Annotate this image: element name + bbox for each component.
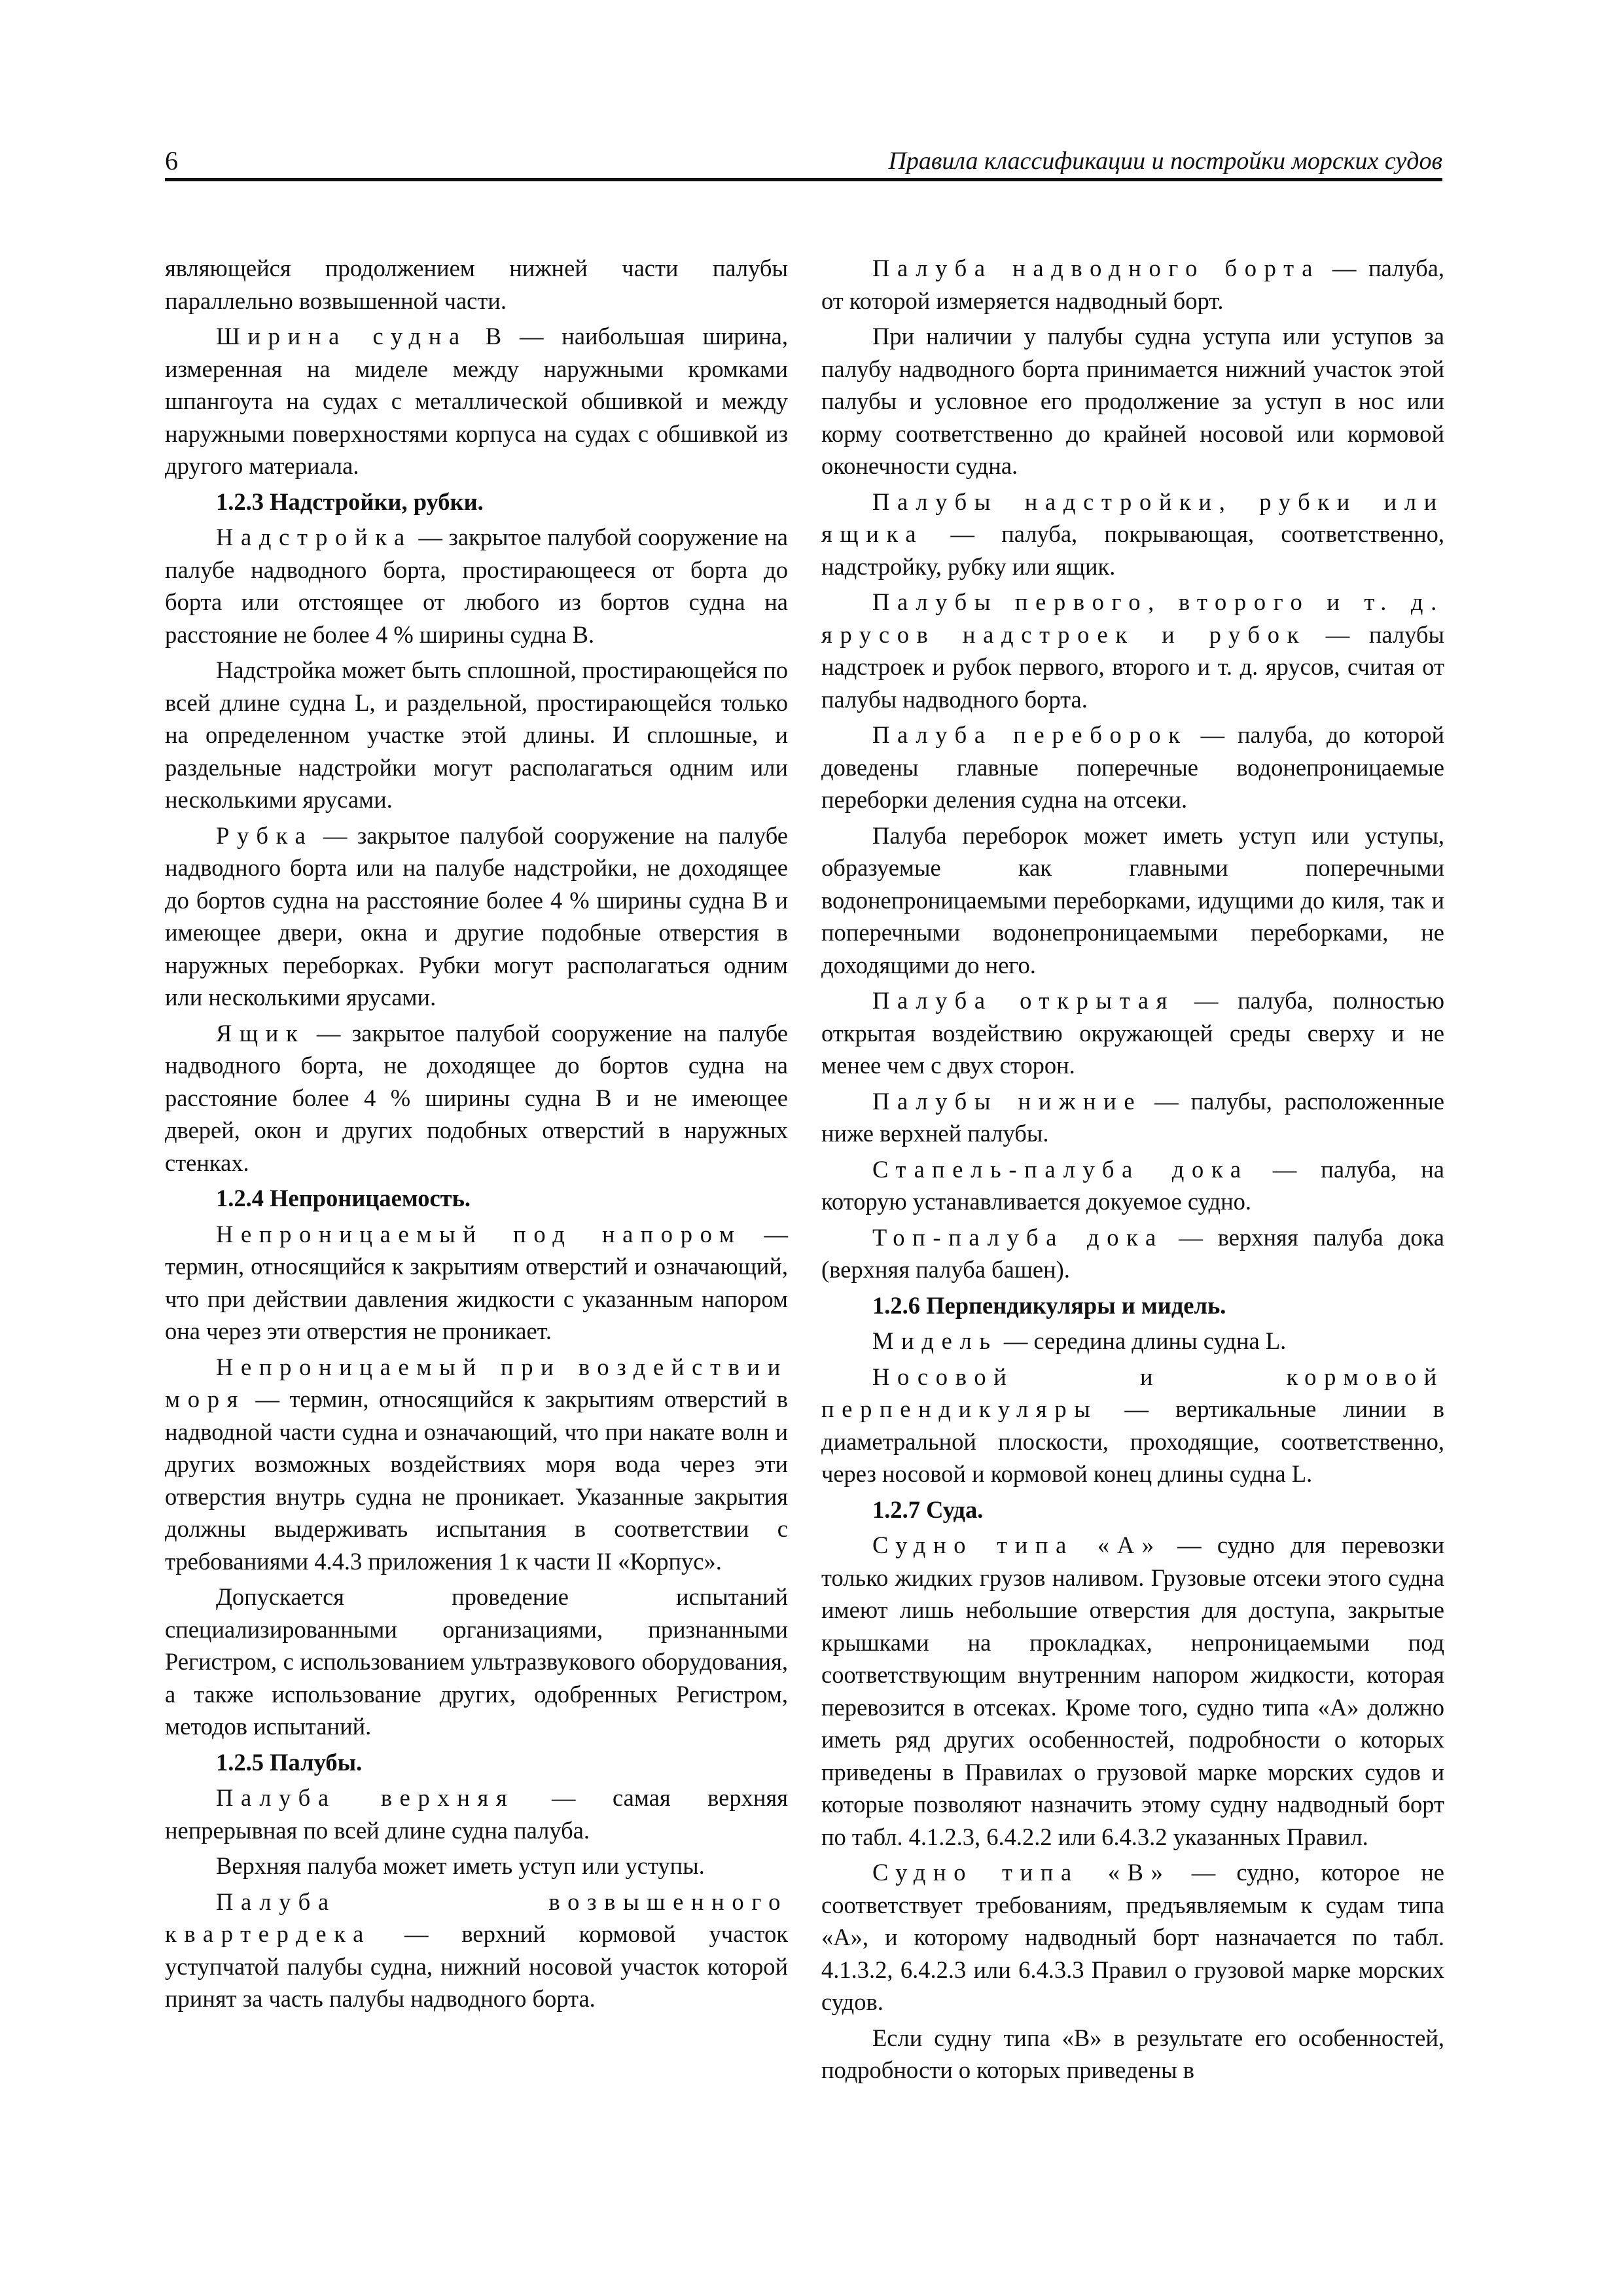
paragraph-text: — середина длины судна L.	[997, 1327, 1287, 1354]
defined-term: Палуба открытая	[872, 987, 1175, 1014]
heading-text: 1.2.7 Суда.	[872, 1496, 984, 1523]
paragraph-text: — термин, относящийся к закрытиям отверстий и означающий, что при действии давления жидкости с указанным напором она через эти отверстия не проникает.	[165, 1220, 788, 1344]
paragraph-text: Надстройка может быть сплошной, простирающейся по всей длине судна L, и раздельной, простирающейся только на определенном участке этой длины. И сплошные, и раздельные надстройки могут располагаться одним или несколькими ярусами.	[165, 656, 788, 813]
defined-term: Палубы надстройки, рубки или ящика	[821, 488, 1444, 547]
paragraph-text: — палуба, полностью открытая воздействию окружающей среды сверху и не менее чем с двух сторон.	[821, 987, 1444, 1079]
paragraph	[821, 252, 1444, 317]
defined-term: Судно типа «А»	[872, 1532, 1162, 1558]
paragraph	[821, 1153, 1444, 1218]
defined-term: Ящик	[216, 1019, 306, 1047]
section-heading	[821, 1289, 1444, 1322]
defined-term: Палуба переборок	[872, 721, 1188, 748]
paragraph	[821, 819, 1444, 982]
paragraph-text: — судно, которое не соответствует требованиям, предъявляемым к судам типа «А», и которому надводный борт назначается по табл. 4.1.3.2, 6.4.2.3 или 6.4.3.3 Правил о грузовой марке морских судов.	[821, 1859, 1445, 2015]
defined-term: Палубы нижние	[872, 1087, 1143, 1115]
paragraph	[821, 719, 1444, 816]
paragraph-text: — палуба, покрывающая, соответственно, надстройку, рубку или ящик.	[821, 520, 1444, 580]
paragraph	[821, 486, 1444, 583]
defined-term: Судно типа «В»	[872, 1859, 1171, 1886]
section-heading	[821, 1494, 1444, 1526]
paragraph-text: — палубы, расположенные ниже верхней палубы.	[821, 1087, 1444, 1147]
defined-term: Ширина судна	[216, 323, 467, 350]
paragraph	[821, 1221, 1444, 1286]
heading-text: 1.2.4 Непроницаемость.	[216, 1185, 471, 1211]
paragraph	[821, 984, 1444, 1082]
paragraph	[821, 1361, 1444, 1490]
paragraph-text: — палубы надстроек и рубок первого, второго и т. д. ярусов, считая от палубы надводного борта.	[821, 620, 1444, 713]
paragraph	[821, 1085, 1444, 1150]
paragraph-text: — палуба, от которой измеряется надводный борт.	[821, 255, 1444, 314]
paragraph-text: — палуба, на которую устанавливается докуемое судно.	[821, 1155, 1444, 1215]
defined-term: Палуба верхняя	[216, 1784, 515, 1811]
heading-text: 1.2.3 Надстройки, рубки.	[216, 488, 484, 515]
paragraph	[165, 1886, 788, 2015]
paragraph	[165, 654, 788, 816]
defined-term: Топ-палуба дока	[872, 1223, 1164, 1251]
paragraph	[165, 1782, 788, 1846]
heading-text: 1.2.6 Перпендикуляры и мидель.	[872, 1291, 1226, 1319]
paragraph-text: — верхняя палуба дока (верхняя палуба башен).	[821, 1223, 1444, 1283]
header-rule	[165, 178, 1442, 181]
paragraph-text: Допускается проведение испытаний специализированными организациями, признанными Регистром, с использованием ультразвукового оборудования, а также использование других, одобренных Регистром, методов испытаний.	[165, 1583, 788, 1740]
right-column	[821, 252, 1444, 2090]
defined-term: Стапель-палуба дока	[872, 1155, 1249, 1183]
paragraph	[165, 1218, 788, 1348]
paragraph-text: — закрытое палубой сооружение на палубе надводного борта, не доходящее до бортов судна на расстояние более 4 % ширины судна В и не имеющее дверей, окон и других подобных отверстий в наружных стенках.	[165, 1019, 788, 1176]
defined-term: Палуба надводного борта	[872, 255, 1321, 281]
paragraph-text: Палуба переборок может иметь уступ или уступы, образуемые как главными поперечными водонепроницаемыми переборками, идущими до киля, так и поперечными водонепроницаемыми переборками, не доходящими до него.	[821, 821, 1444, 978]
defined-term: Носовой и кормовой перпендикуляры	[821, 1363, 1444, 1422]
paragraph-text: — верхний кормовой участок уступчатой палубы судна, нижний носовой участок которой принят за часть палубы надводного борта.	[165, 1920, 788, 2012]
paragraph-text: — закрытое палубой сооружение на палубе надводного борта или на палубе надстройки, не доходящее до бортов судна на расстояние более 4 % ширины судна В и имеющее двери, окна и другие подобные отверстия в наружных переборках. Рубки могут располагаться одним или несколькими ярусами.	[165, 821, 788, 1011]
paragraph	[165, 1581, 788, 1743]
section-heading	[165, 486, 788, 518]
paragraph	[821, 320, 1444, 482]
paragraph	[165, 252, 788, 317]
paragraph-text: — палуба, до которой доведены главные поперечные водонепроницаемые переборки деления судна на отсеки.	[821, 721, 1444, 813]
paragraph-text: При наличии у палубы судна уступа или уступов за палубу надводного борта принимается нижний участок этой палубы и условное его продолжение за уступ в нос или корму соответственно до крайней носовой или кормовой оконечности судна.	[821, 323, 1444, 479]
paragraph-text: — самая верхняя непрерывная по всей длине судна палуба.	[165, 1784, 788, 1844]
paragraph	[821, 1856, 1444, 2018]
paragraph-text: — вертикальные линии в диаметральной плоскости, проходящие, соответственно, через носовой и кормовой конец длины судна L.	[821, 1395, 1444, 1487]
page-number: 6	[165, 146, 178, 175]
defined-term: Рубка	[216, 821, 313, 849]
paragraph-text: Если судну типа «В» в результате его особенностей, подробности о которых приведены в	[821, 2024, 1444, 2083]
paragraph	[165, 320, 788, 482]
paragraph-text: — судно для перевозки только жидких грузов наливом. Грузовые отсеки этого судна имеют лишь небольшие отверстия для доступа, закрытые крышками на прокладках, непроницаемыми под соответствующим внутренним напором жидкости, которая перевозится в отсеках. Кроме того, судно типа «А» должно иметь ряд других особенностей, подробности о которых приведены в Правилах о грузовой марке морских судов и которые позволяют назначить этому судну надводный борт по табл. 4.1.2.3, 6.4.2.2 или 6.4.3.2 указанных Правил.	[821, 1532, 1444, 1850]
paragraph-text: Верхняя палуба может иметь уступ или уступы.	[216, 1852, 705, 1879]
section-heading	[165, 1746, 788, 1779]
defined-term: Надстройка	[216, 524, 412, 550]
defined-term: Мидель	[872, 1327, 998, 1354]
paragraph	[165, 521, 788, 651]
running-header: Правила классификации и постройки морских судов	[888, 147, 1442, 175]
paragraph	[165, 819, 788, 1014]
paragraph-text: являющейся продолжением нижней части палубы параллельно возвышенной части.	[165, 255, 788, 314]
paragraph	[821, 1529, 1444, 1853]
defined-term: Палубы первого, второго и т. д. ярусов надстроек и рубок	[821, 588, 1444, 648]
paragraph	[821, 2022, 1444, 2087]
paragraph	[165, 1850, 788, 1882]
paragraph-text: — термин, относящийся к закрытиям отверстий в надводной части судна и означающий, что при накате волн и других возможных воздействиях моря вода через эти отверстия внутрь судна не проникает. Указанные закрытия должны выдерживать испытания в соответствии с требованиями 4.4.3 приложения 1 к части II «Корпус».	[165, 1386, 788, 1575]
paragraph-text: В — наибольшая ширина, измеренная на миделе между наружными кромками шпангоута на судах с металлической обшивкой и между наружными поверхностями корпуса на судах с обшивкой из другого материала.	[165, 323, 788, 479]
section-heading	[165, 1182, 788, 1215]
paragraph	[821, 1325, 1444, 1357]
paragraph-text: — закрытое палубой сооружение на палубе надводного борта, простирающееся от борта до борта или отстоящее от любого из бортов судна на расстояние не более 4 % ширины судна B.	[165, 524, 788, 648]
paragraph	[165, 1351, 788, 1578]
paragraph	[821, 586, 1444, 715]
defined-term: Палуба возвышенного квартердека	[165, 1888, 788, 1947]
defined-term: Непроницаемый под напором	[216, 1220, 742, 1247]
defined-term: Непроницаемый при воздействии моря	[165, 1353, 788, 1412]
paragraph	[165, 1017, 788, 1179]
heading-text: 1.2.5 Палубы.	[216, 1748, 363, 1776]
left-column	[165, 252, 788, 2018]
